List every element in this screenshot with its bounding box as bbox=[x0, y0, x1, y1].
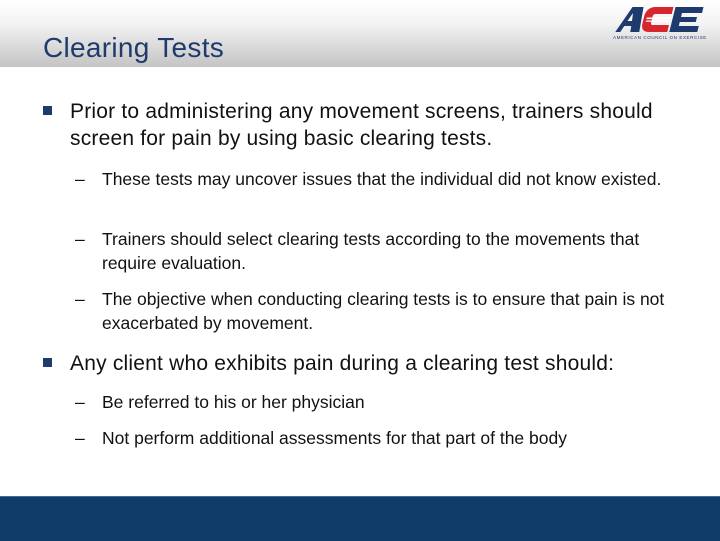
square-bullet-icon bbox=[43, 106, 52, 115]
slide-header-band bbox=[0, 0, 720, 67]
sub-bullet-text: Be referred to his or her physician bbox=[102, 392, 365, 412]
sub-bullet-text: Not perform additional assessments for that part of the body bbox=[102, 428, 567, 448]
bullet-text: Prior to administering any movement screens, trainers should screen for pain by using basic clearing tests. bbox=[70, 100, 653, 150]
sub-bullet-text: The objective when conducting clearing tests is to ensure that pain is not exacerbated by movement. bbox=[102, 289, 665, 333]
bullet-item bbox=[70, 350, 690, 377]
sub-bullet-text: These tests may uncover issues that the individual did not know existed. bbox=[102, 169, 662, 189]
slide-title: Clearing Tests bbox=[43, 32, 225, 63]
dash-bullet-icon: – bbox=[75, 289, 85, 309]
sub-bullet-item bbox=[75, 390, 692, 414]
dash-bullet-icon: – bbox=[75, 392, 85, 412]
sub-bullet-item bbox=[75, 227, 692, 275]
ace-logo-graphic bbox=[612, 5, 716, 35]
dash-bullet-icon: – bbox=[75, 229, 85, 249]
square-bullet-icon bbox=[43, 358, 52, 367]
logo-tagline: AMERICAN COUNCIL ON EXERCISE bbox=[613, 35, 707, 40]
sub-bullet-item bbox=[75, 426, 692, 450]
ace-logo bbox=[612, 5, 716, 43]
bullet-item bbox=[70, 98, 690, 152]
bullet-text: Any client who exhibits pain during a clearing test should: bbox=[70, 352, 615, 375]
sub-bullet-item bbox=[75, 287, 692, 335]
slide-footer-band bbox=[0, 496, 720, 541]
dash-bullet-icon: – bbox=[75, 428, 85, 448]
sub-bullet-text: Trainers should select clearing tests according to the movements that require evaluation. bbox=[102, 229, 640, 273]
dash-bullet-icon: – bbox=[75, 169, 85, 189]
sub-bullet-item bbox=[75, 167, 692, 191]
